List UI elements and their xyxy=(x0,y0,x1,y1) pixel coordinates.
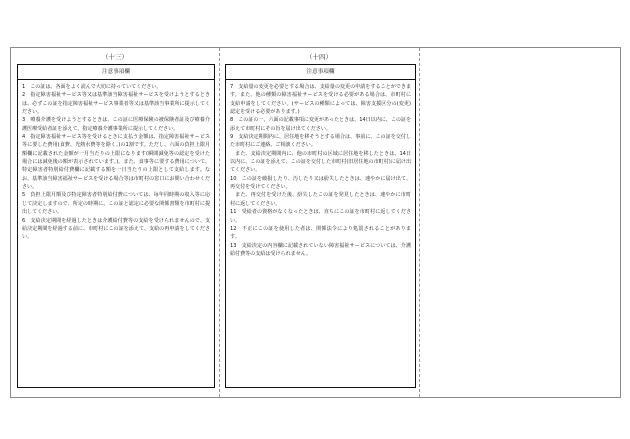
notes-body-14 xyxy=(226,80,415,260)
note-item-12: 12 不正にこの証を使用した者は、関係法令により処罰されることがあります。 xyxy=(230,225,411,241)
note-item-6: 6 支給決定期間を経過したときは介護給付費等の支給を受けられませんので、支給決定期間を経過する前に、市町村にこの証を添えて、支給の再申請をしてください。 xyxy=(22,217,210,241)
notes-heading-13: 注意事項欄 xyxy=(18,65,214,80)
fold-line-right xyxy=(419,48,420,397)
notes-box-13 xyxy=(17,64,215,388)
panel-number-13: （十三） xyxy=(102,53,128,61)
booklet-sheet xyxy=(10,47,621,398)
note-item-3: 3 療養介護を受けようとするときは、この証に医療保険の被保険者証及び療養介護医療受給者証を添えて、指定療養介護事業所に提示してください。 xyxy=(22,117,210,132)
note-item-8: 8 この証の一、六面の記載事項に変更があったときは、14日以内に、この証を添えて市町村にその旨を届け出てください。 xyxy=(230,117,412,132)
notes-body-13 xyxy=(18,80,214,244)
note-item-10: 10 この証を破損したり、汚したり又は紛失したときは、速やかに届け出て、再交付を受けてください。 また、再交付を受けた後、紛失したこの証を発見したときは、速やかに市町村に返してください。 xyxy=(230,175,411,207)
note-item-1: 1 この証は、各面をよく読んで大切に持っていてください。 xyxy=(22,84,162,90)
note-item-4: 4 指定障害福祉サービス等を受けるときに支払う金額は、指定障害福祉サービス等に要した費用(食費、光熱水費等を除く。)の1割です。ただし、六面の負担上限月額欄に記載された金額が一月当たりの上限になります(瞬間減免等の認定を受けた場合には減免後の額が表示されています。)。また、食事等に要する費用について、特定障害者特別給付費欄に記載する額を一日当たりの上限として支給します。なお、基準該当障害福祉サービスを受ける場合等は市町村の窓口にお問い合わせください。 xyxy=(22,134,210,191)
note-item-2: 2 指定障害福祉サービス等又は基準該当障害福祉サービスを受けようとするときは、必ずこの証を指定障害福祉サービス事業者等又は基準該当事業所に提示してください。 xyxy=(22,92,210,116)
note-item-7: 7 支給量の変更を必要とする場合は、支給量の変更の申請をすることができます。また、他の種類の障害福祉サービスを受ける必要がある場合は、市町村に支給申請をしてください。(サービスの種類によっては、障害支援区分の(変更)認定を受ける必要があります。) xyxy=(230,84,411,116)
notes-box-14 xyxy=(225,64,416,388)
note-item-11: 11 受給者の資格がなくなったときは、直ちにこの証を市町村に返してください。 xyxy=(230,209,411,224)
note-item-9: 9 支給決定期間内に、居住地を移そうとする場合は、事前に、この証を交付した市町村にご連絡、ご相談ください。 また、支給決定期間内に、他の市町村の区域に居住地を移したときは、14日以内に、この証を添えて、この証を交付した市町村(旧居住地の市町村)に届け出てください。 xyxy=(230,134,411,174)
notes-heading-14: 注意事項欄 xyxy=(226,65,415,80)
note-item-5: 5 負担上限月額及び特定障害者特別給付費については、毎年同時期の収入等に応じて決定しますので、所定の時期に、この証と認定に必要な関係書類を市町村に提出してください。 xyxy=(22,192,210,216)
note-item-13: 13 支給決定の内容欄に記載されていない障害福祉サービスについては、介護給付費等の支給は受けられません。 xyxy=(230,242,411,257)
fold-line-left xyxy=(219,48,220,397)
panel-number-14: （十四） xyxy=(306,53,332,61)
